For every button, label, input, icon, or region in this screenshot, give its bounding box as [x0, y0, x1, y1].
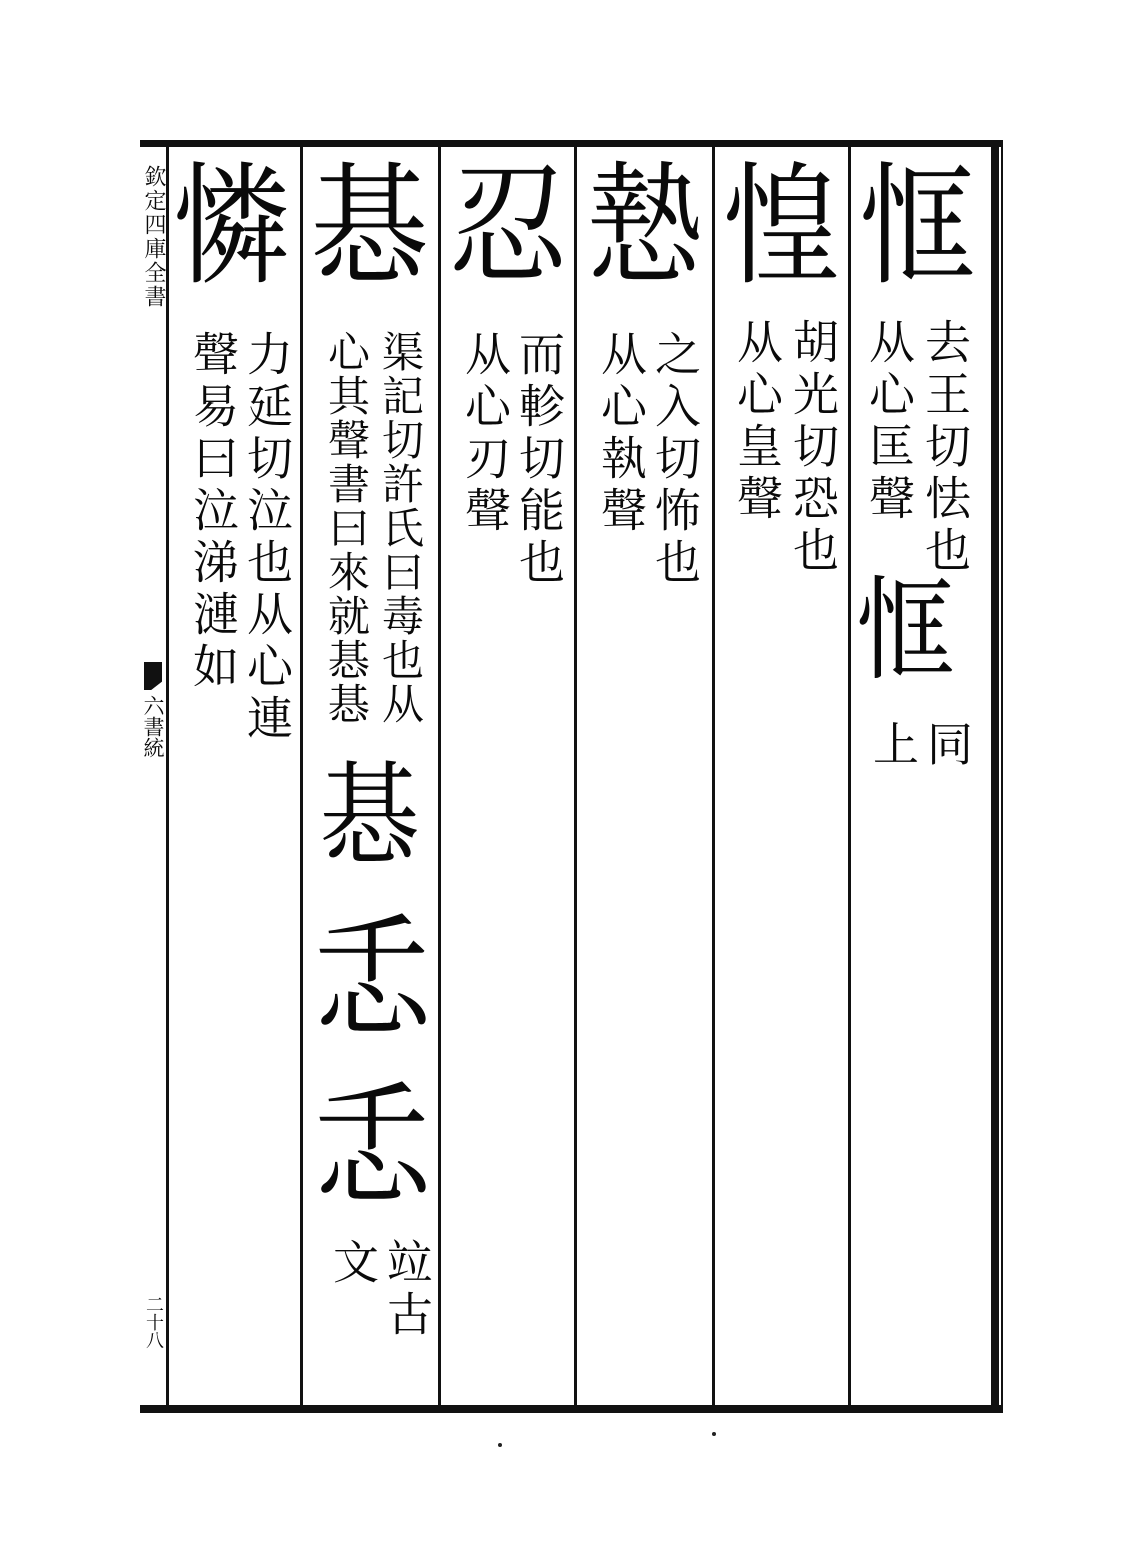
seal-character: 恇 — [858, 148, 977, 304]
seal-character-variant: 恇 — [856, 564, 956, 696]
column-rule — [438, 147, 441, 1405]
fishtail-mark-icon — [144, 662, 162, 690]
column-text-line: 胡光切恐也 — [786, 318, 840, 578]
annotation-note: 同 — [920, 720, 974, 772]
frame-bottom-border — [140, 1405, 1002, 1413]
frame-top-border — [140, 140, 1002, 147]
column-text-line: 去王切怯也 — [918, 318, 972, 578]
seal-character: 惶 — [722, 148, 841, 304]
seal-character: 慹 — [585, 148, 704, 304]
column-text-line: 从心執聲 — [594, 330, 648, 538]
margin-gutter — [140, 147, 166, 1405]
frame-right-outer-line — [1001, 140, 1003, 1413]
column-rule — [300, 147, 303, 1405]
column-rule — [166, 147, 169, 1405]
seal-character-variant: 忎 — [312, 1068, 431, 1224]
seal-character: 忍 — [448, 148, 567, 304]
column-text-line: 渠記切許氏曰毒也从 — [376, 330, 425, 726]
column-text-line: 从心刃聲 — [458, 330, 512, 538]
seal-character: 憐 — [172, 148, 291, 304]
ink-speck — [498, 1443, 502, 1447]
column-text-line: 从心匡聲 — [862, 318, 916, 526]
column-text-line: 心其聲書曰來就惎惎 — [322, 330, 371, 726]
annotation-note: 竝古 — [380, 1238, 434, 1342]
column-rule — [712, 147, 715, 1405]
seal-character-variant: 忎 — [312, 900, 431, 1056]
seal-character-variant: 惎 — [320, 749, 420, 881]
seal-character: 惎 — [310, 148, 429, 304]
column-text-line: 力延切泣也从心連 — [240, 330, 294, 746]
column-text-line: 而軫切能也 — [512, 330, 566, 590]
book-title: 欽定四庫全書 — [141, 165, 166, 309]
column-text-line: 聲易曰泣涕漣如 — [186, 330, 240, 694]
annotation-note: 上 — [866, 720, 920, 772]
ink-speck — [712, 1432, 716, 1436]
column-text-line: 从心皇聲 — [730, 318, 784, 526]
column-text-line: 之入切怖也 — [648, 330, 702, 590]
column-rule — [848, 147, 851, 1405]
column-rule — [574, 147, 577, 1405]
annotation-note: 文 — [326, 1238, 380, 1290]
frame-right-border — [991, 140, 999, 1413]
section-title: 六書統 — [141, 695, 165, 758]
page-number: 二十八 — [143, 1295, 164, 1349]
